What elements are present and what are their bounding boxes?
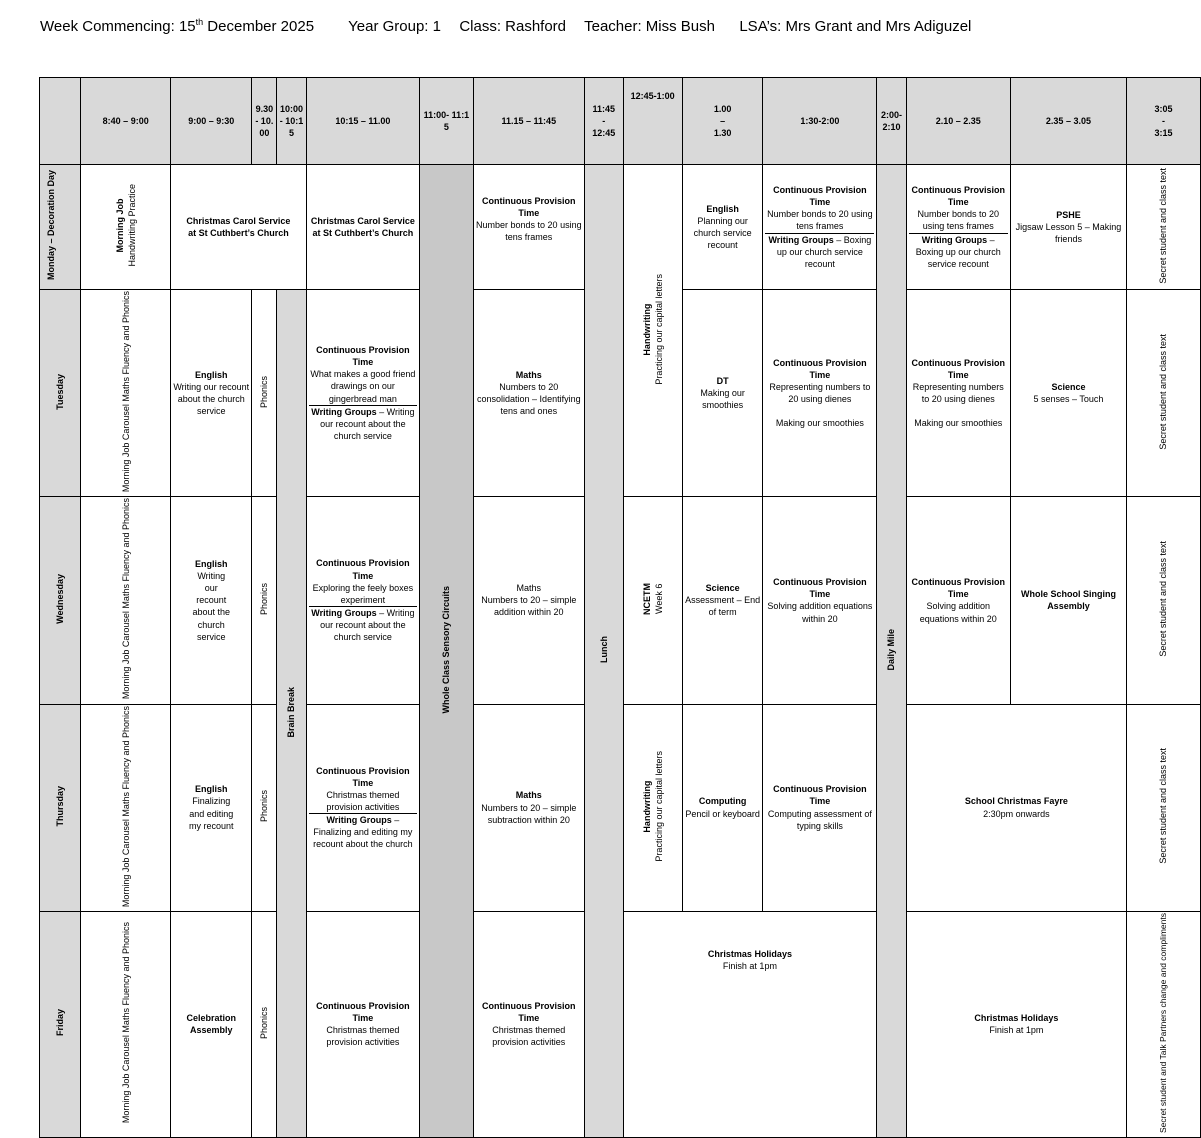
lesson-cell: Celebration Assembly bbox=[171, 911, 252, 1137]
ncetm-cell: NCETM Week 6 bbox=[623, 497, 682, 704]
week-commencing: Week Commencing: 15th December 2025 bbox=[40, 17, 315, 35]
time-slot: 9.30 - 10.00 bbox=[252, 78, 277, 165]
time-slot: 2:00-2:10 bbox=[877, 78, 906, 165]
lesson-cell: Maths Numbers to 20 – simple addition within 20 bbox=[473, 497, 584, 704]
class-name: Class: Rashford bbox=[459, 18, 567, 35]
lesson-cell: Continuous Provision Time Representing numbers to 20 using dienes Making our smoothies bbox=[763, 290, 877, 497]
time-header-row bbox=[40, 78, 1201, 165]
phonics-cell: Phonics bbox=[252, 497, 277, 704]
page-header bbox=[40, 17, 971, 35]
time-slot: 1.00 – 1.30 bbox=[682, 78, 763, 165]
morning-job: Morning Job Handwriting Practice bbox=[81, 165, 171, 290]
carol-service-cell: Christmas Carol Service at St Cuthbert’s Church bbox=[306, 165, 420, 290]
teacher-name: Teacher: Miss Bush bbox=[584, 18, 715, 35]
lesson-cell: Continuous Provision Time Christmas themed provision activities bbox=[306, 911, 420, 1137]
time-slot: 3:05 - 3:15 bbox=[1127, 78, 1201, 165]
daily-mile-bar: Daily Mile bbox=[877, 165, 906, 1138]
timetable bbox=[39, 77, 1201, 1138]
phonics-cell: Phonics bbox=[252, 911, 277, 1137]
lsa-names: LSA’s: Mrs Grant and Mrs Adiguzel bbox=[739, 18, 972, 35]
lesson-cell: Continuous Provision Time Number bonds to 20 using tens frames Writing Groups – Boxing up our church service recount bbox=[763, 165, 877, 290]
day-label: Monday – Decoration Day bbox=[40, 165, 81, 290]
lesson-cell: PSHE Jigsaw Lesson 5 – Making friends bbox=[1010, 165, 1126, 290]
morning-job: Morning Job Carousel Maths Fluency and Phonics bbox=[81, 497, 171, 704]
year-group: Year Group: 1 bbox=[348, 18, 441, 35]
lesson-cell: English Finalizing and editing my recount bbox=[171, 704, 252, 911]
lesson-cell: Maths Numbers to 20 – simple subtraction within 20 bbox=[473, 704, 584, 911]
day-row-monday bbox=[40, 165, 1201, 290]
morning-job: Morning Job Carousel Maths Fluency and Phonics bbox=[81, 290, 171, 497]
secret-text-cell: Secret student and Talk Partners change and compliments bbox=[1127, 911, 1201, 1137]
lesson-cell: Maths Numbers to 20 consolidation – Identifying tens and ones bbox=[473, 290, 584, 497]
time-slot: 11:00- 11:15 bbox=[420, 78, 474, 165]
time-slot: 11:45 - 12:45 bbox=[584, 78, 623, 165]
lunch-bar: Lunch bbox=[584, 165, 623, 1138]
phonics-cell: Phonics bbox=[252, 704, 277, 911]
lesson-cell: English Writing our recount about the church service bbox=[171, 497, 252, 704]
holiday-cell: Christmas Holidays Finish at 1pm bbox=[906, 911, 1126, 1137]
day-label: Thursday bbox=[40, 704, 81, 911]
lesson-cell: Continuous Provision Time Number bonds to 20 using tens frames Writing Groups – Boxing up our church service recount bbox=[906, 165, 1010, 290]
day-label: Tuesday bbox=[40, 290, 81, 497]
phonics-cell: Phonics bbox=[252, 290, 277, 497]
secret-text-cell: Secret student and class text bbox=[1127, 497, 1201, 704]
time-slot: 9:00 – 9:30 bbox=[171, 78, 252, 165]
time-slot: 10:15 – 11.00 bbox=[306, 78, 420, 165]
sensory-circuits-bar: Whole Class Sensory Circuits bbox=[420, 165, 474, 1138]
time-slot: 2.10 – 2.35 bbox=[906, 78, 1010, 165]
morning-job: Morning Job Carousel Maths Fluency and Phonics bbox=[81, 911, 171, 1137]
lesson-cell: Continuous Provision Time Solving addition equations within 20 bbox=[763, 497, 877, 704]
secret-text-cell: Secret student and class text bbox=[1127, 165, 1201, 290]
lesson-cell: Continuous Provision Time Solving addition equations within 20 bbox=[906, 497, 1010, 704]
morning-job: Morning Job Carousel Maths Fluency and Phonics bbox=[81, 704, 171, 911]
lesson-cell: Continuous Provision Time What makes a good friend drawings on our gingerbread man Writing Groups – Writing our recount about the church service bbox=[306, 290, 420, 497]
handwriting-cell: Handwriting Practicing our capital letters bbox=[623, 704, 682, 911]
lesson-cell: English Writing our recount about the church service bbox=[171, 290, 252, 497]
corner-cell bbox=[40, 78, 81, 165]
day-label: Wednesday bbox=[40, 497, 81, 704]
secret-text-cell: Secret student and class text bbox=[1127, 290, 1201, 497]
lesson-cell: Whole School Singing Assembly bbox=[1010, 497, 1126, 704]
holiday-cell: Christmas Holidays Finish at 1pm bbox=[623, 911, 877, 1137]
time-slot: 10:00 - 10:15 bbox=[277, 78, 306, 165]
lesson-cell: DT Making our smoothies bbox=[682, 290, 763, 497]
time-slot: 2.35 – 3.05 bbox=[1010, 78, 1126, 165]
time-slot: 8:40 – 9:00 bbox=[81, 78, 171, 165]
secret-text-cell: Secret student and class text bbox=[1127, 704, 1201, 911]
time-slot: 11.15 – 11:45 bbox=[473, 78, 584, 165]
lesson-cell: School Christmas Fayre 2:30pm onwards bbox=[906, 704, 1126, 911]
lesson-cell: Continuous Provision Time Number bonds to 20 using tens frames bbox=[473, 165, 584, 290]
lesson-cell: Science Assessment – End of term bbox=[682, 497, 763, 704]
carol-service-cell: Christmas Carol Service at St Cuthbert’s Church bbox=[171, 165, 306, 290]
time-slot: 12:45-1:00 bbox=[623, 78, 682, 165]
lesson-cell: Continuous Provision Time Representing numbers to 20 using dienes Making our smoothies bbox=[906, 290, 1010, 497]
day-label: Friday bbox=[40, 911, 81, 1137]
lesson-cell: English Planning our church service recount bbox=[682, 165, 763, 290]
lesson-cell: Continuous Provision Time Christmas themed provision activities Writing Groups – Finalizing and editing my recount about the church bbox=[306, 704, 420, 911]
lesson-cell: Continuous Provision Time Computing assessment of typing skills bbox=[763, 704, 877, 911]
lesson-cell: Continuous Provision Time Exploring the feely boxes experiment Writing Groups – Writing our recount about the church service bbox=[306, 497, 420, 704]
lesson-cell: Science 5 senses – Touch bbox=[1010, 290, 1126, 497]
lesson-cell: Continuous Provision Time Christmas themed provision activities bbox=[473, 911, 584, 1137]
handwriting-cell: Handwriting Practicing our capital letters bbox=[623, 165, 682, 497]
brain-break-bar: Brain Break bbox=[277, 290, 306, 1138]
lesson-cell: Computing Pencil or keyboard bbox=[682, 704, 763, 911]
time-slot: 1:30-2:00 bbox=[763, 78, 877, 165]
